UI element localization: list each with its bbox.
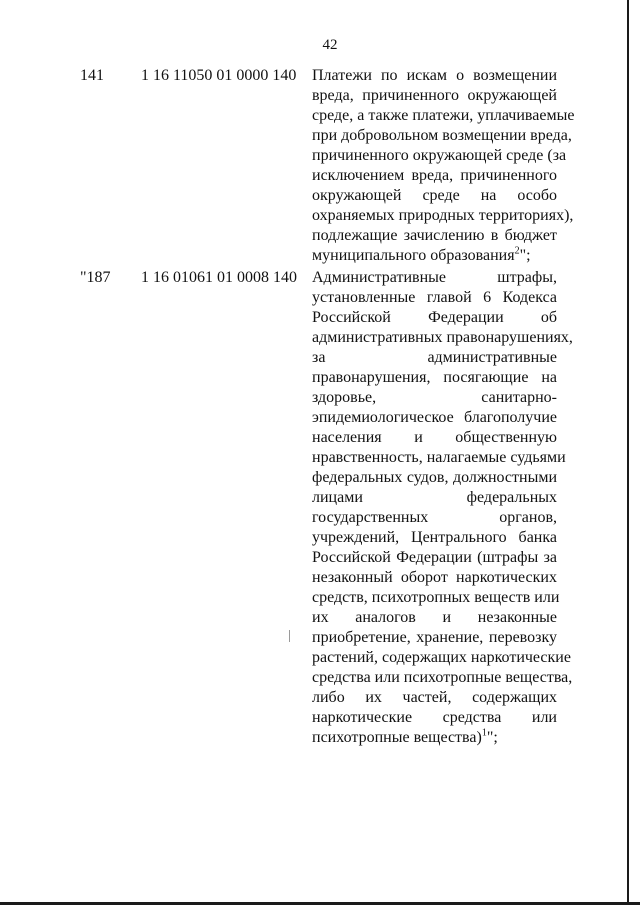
- description-line: приобретение, хранение, перевозку: [312, 629, 557, 646]
- description-line: исключением вреда, причиненного: [312, 167, 557, 184]
- description-line: Российской Федерации об: [312, 309, 557, 326]
- description-line: Административные штрафы,: [312, 269, 557, 286]
- description-line: окружающей среде на особо: [312, 187, 557, 204]
- description-line: учреждений, Центрального банка: [312, 529, 557, 546]
- description-line: средства или психотропные вещества,: [312, 669, 573, 686]
- description-line: лицами федеральных: [312, 489, 557, 506]
- description-line: административных правонарушениях,: [312, 329, 573, 346]
- entry-code: 1 16 01061 01 0008 140: [141, 269, 297, 286]
- description-line: здоровье, санитарно-: [312, 389, 557, 406]
- description-line: за административные: [312, 349, 557, 366]
- description-line: причиненного окружающей среде (за: [312, 147, 567, 164]
- closing-quote: ";: [486, 729, 498, 746]
- entry-number: 141: [80, 67, 104, 84]
- description-line: средств, психотропных веществ или: [312, 589, 560, 606]
- description-line: правонарушения, посягающие на: [312, 369, 557, 386]
- description-line: государственных органов,: [312, 509, 557, 526]
- description-line: незаконный оборот наркотических: [312, 569, 557, 586]
- description-line: эпидемиологическое благополучие: [312, 409, 557, 426]
- description-line: населения и общественную: [312, 429, 557, 446]
- description-line: установленные главой 6 Кодекса: [312, 289, 557, 306]
- description-last-line: [312, 728, 557, 748]
- description-line: охраняемых природных территориях),: [312, 207, 574, 224]
- scan-edge-right: [627, 0, 629, 905]
- description-line: подлежащие зачислению в бюджет: [312, 227, 557, 244]
- description-line: федеральных судов, должностными: [312, 469, 557, 486]
- description-line: Платежи по искам о возмещении: [312, 67, 557, 84]
- description-line-text: психотропные вещества): [312, 729, 482, 746]
- footnote-marker: 1: [481, 727, 487, 739]
- entry-number: "187: [80, 269, 111, 286]
- description-line: вреда, причиненного окружающей: [312, 87, 557, 104]
- page-number: 42: [322, 37, 338, 53]
- description-line: либо их частей, содержащих: [312, 689, 557, 706]
- description-line: Российской Федерации (штрафы за: [312, 549, 557, 566]
- entry-code: 1 16 11050 01 0000 140: [141, 67, 297, 84]
- closing-quote: ";: [519, 247, 531, 264]
- description-last-line: [312, 246, 557, 266]
- description-line: растений, содержащих наркотические: [312, 649, 571, 666]
- description-line: среде, а также платежи, уплачиваемые: [312, 107, 575, 124]
- footnote-marker: 2: [514, 245, 520, 257]
- description-line: их аналогов и незаконные: [312, 609, 557, 626]
- description-line-text: муниципального образования: [312, 247, 515, 264]
- description-line: нравственность, налагаемые судьями: [312, 449, 566, 466]
- description-line: наркотические средства или: [312, 709, 557, 726]
- scan-artifact: [289, 630, 290, 642]
- description-line: при добровольном возмещении вреда,: [312, 127, 572, 144]
